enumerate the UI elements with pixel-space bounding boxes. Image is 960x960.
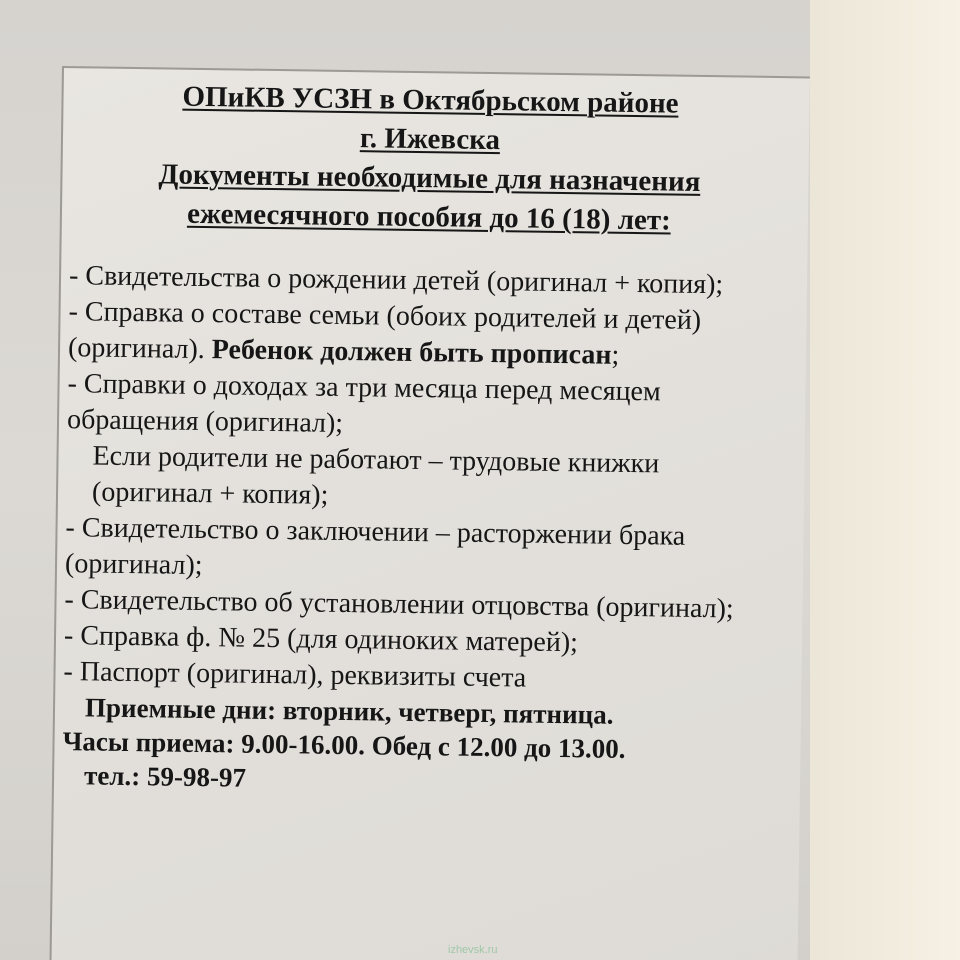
reception-days: Приемные дни: вторник, четверг, пятница. — [84, 692, 614, 730]
list-item: - Справки о доходах за три месяца перед месяцем обращения (оригинал); — [66, 368, 661, 439]
reception-hours: Часы приема: 9.00-16.00. Обед с 12.00 до 13.00. — [62, 726, 626, 764]
list-item: - Свидетельство о заключении – расторжении брака (оригинал); — [64, 512, 686, 582]
list-item: - Свидетельства о рождении детей (оригинал + копия); — [68, 260, 724, 301]
list-item: - Паспорт (оригинал), реквизиты счета — [63, 656, 527, 694]
heading-line-3: Документы необходимые для назначения — [158, 158, 701, 198]
heading-line-4: ежемесячного пособия до 16 (18) лет: — [186, 197, 671, 237]
wall-background — [810, 0, 960, 960]
notice-sheet — [49, 66, 810, 960]
list-item: - Справка о составе семьи (обоих родителей и детей) (оригинал). Ребенок должен быть прописан; — [67, 296, 702, 371]
heading-line-2: г. Ижевска — [359, 122, 501, 157]
watermark: izhevsk.ru — [448, 944, 498, 956]
list-item: - Свидетельство об установлении отцовства (оригинал); — [64, 584, 734, 625]
notice-heading — [70, 76, 790, 242]
notice-footer — [62, 690, 801, 802]
list-item-bold-note: Ребенок должен быть прописан — [211, 334, 612, 371]
document-list — [63, 258, 807, 700]
list-item: - Справка ф. № 25 (для одиноких матерей); — [63, 620, 579, 659]
list-item: Если родители не работают – трудовые книжки (оригинал + копия); — [91, 440, 660, 511]
heading-line-1: ОПиКВ УСЗН в Октябрьском районе — [182, 80, 679, 120]
phone-number: тел.: 59-98-97 — [83, 760, 247, 793]
